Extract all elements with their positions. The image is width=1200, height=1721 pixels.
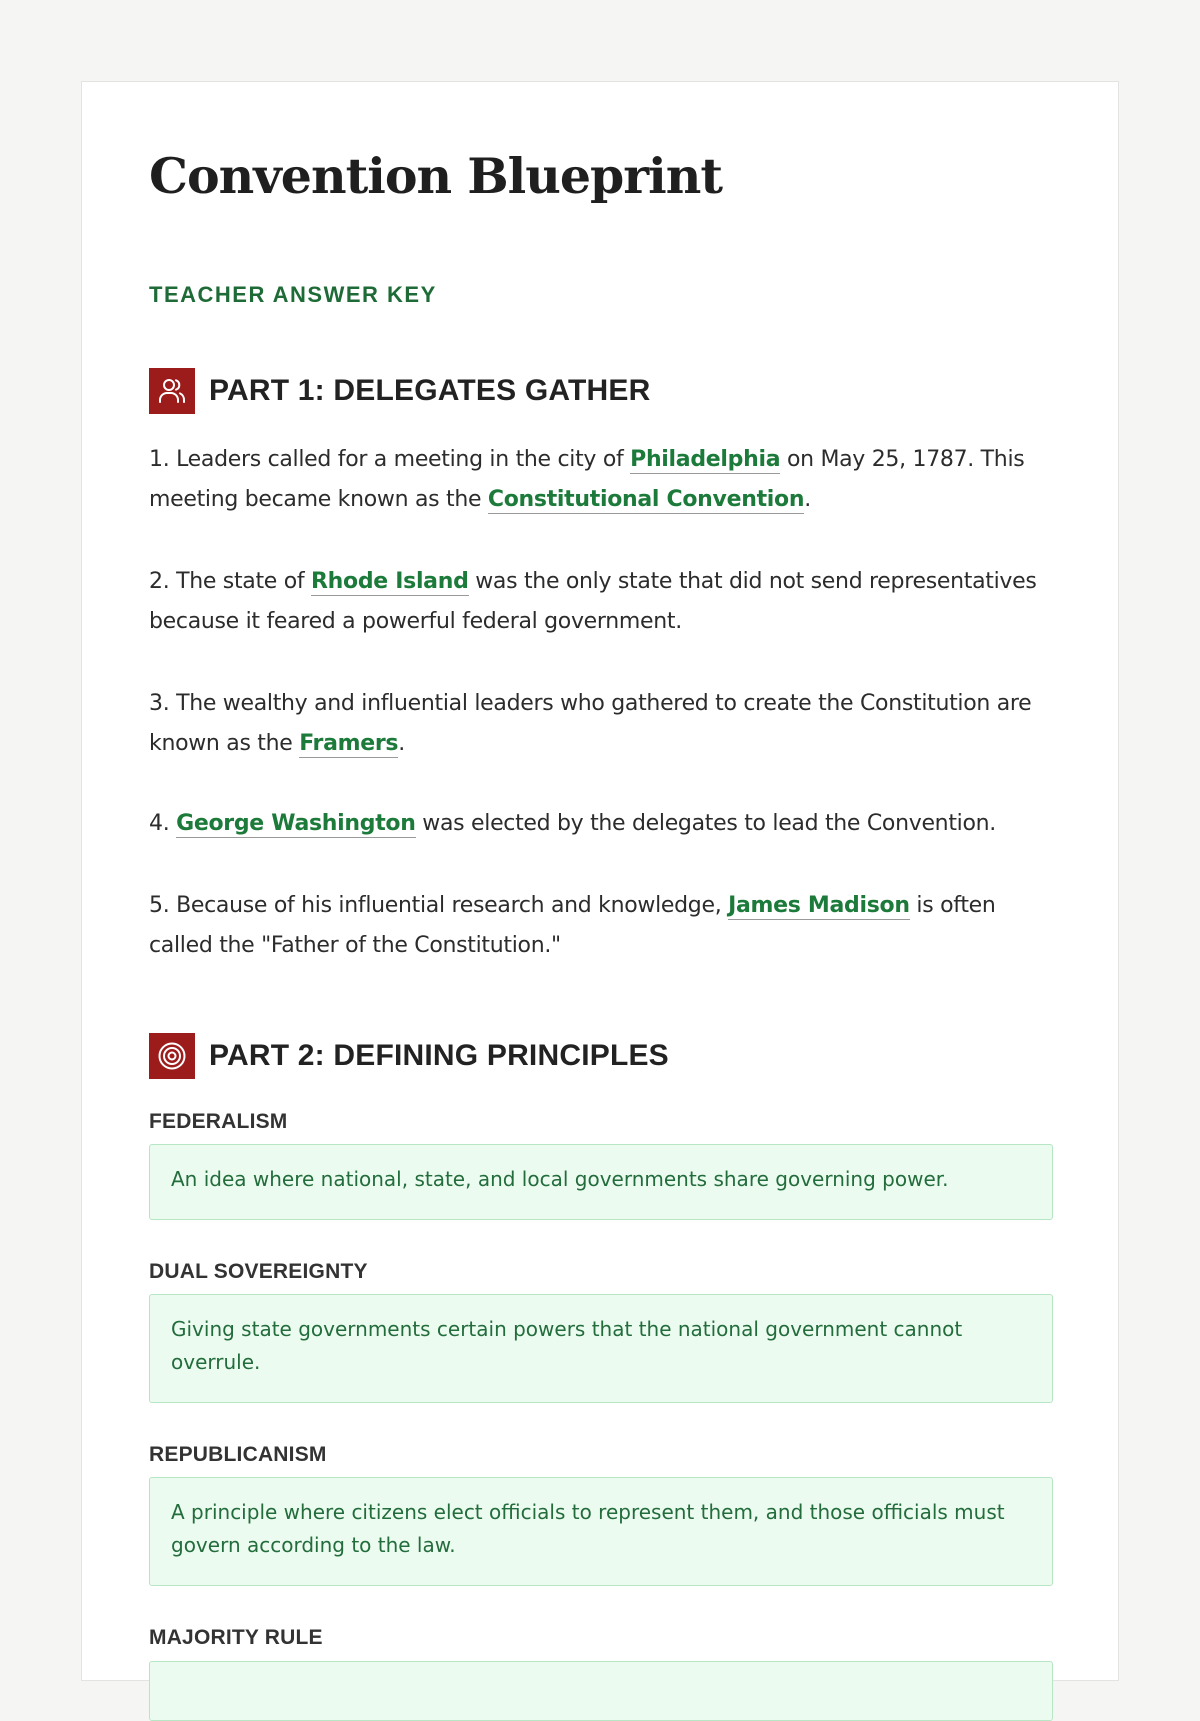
question-text: 3. The wealthy and influential leaders who gathered to create the Constitution are known as the: [149, 691, 1032, 756]
question-4: [149, 804, 1053, 844]
definition-republicanism: A principle where citizens elect officials to represent them, and those officials must govern according to the law.: [149, 1477, 1053, 1586]
part1-title: PART 1: DELEGATES GATHER: [209, 374, 651, 407]
page-subtitle: TEACHER ANSWER KEY: [149, 282, 437, 307]
question-text: was the only state that did not send representatives because it feared a powerful federal government.: [149, 569, 1037, 634]
answer-rhode-island: Rhode Island: [311, 569, 469, 594]
term-federalism: FEDERALISM: [149, 1110, 288, 1133]
target-icon: [149, 1033, 195, 1079]
people-icon: [149, 368, 195, 414]
page-title: Convention Blueprint: [149, 147, 722, 205]
part2-header: [149, 1033, 669, 1079]
question-3: [149, 684, 1053, 764]
answer-philadelphia: Philadelphia: [630, 447, 781, 472]
question-text: is often called the "Father of the Constitution.": [149, 893, 996, 958]
answer-constitutional-convention: Constitutional Convention: [487, 487, 805, 512]
question-text: .: [398, 731, 405, 756]
question-text: 2. The state of: [149, 569, 312, 594]
question-text: 5. Because of his influential research and knowledge,: [149, 893, 729, 918]
definition-federalism: An idea where national, state, and local governments share governing power.: [149, 1144, 1053, 1220]
worksheet-page: [81, 81, 1119, 1681]
question-2: [149, 562, 1053, 642]
question-text: .: [804, 487, 811, 512]
answer-james-madison: James Madison: [728, 893, 910, 918]
term-republicanism: REPUBLICANISM: [149, 1443, 327, 1466]
part2-title: PART 2: DEFINING PRINCIPLES: [209, 1039, 669, 1072]
definition-majority-rule: [149, 1661, 1053, 1721]
part1-header: [149, 368, 651, 414]
term-dual-sovereignty: DUAL SOVEREIGNTY: [149, 1260, 368, 1283]
definition-dual-sovereignty: Giving state governments certain powers that the national government cannot overrule.: [149, 1294, 1053, 1403]
answer-george-washington: George Washington: [176, 811, 416, 836]
question-5: [149, 886, 1053, 966]
question-1: [149, 440, 1053, 520]
question-text: on May 25, 1787. This meeting became known as the: [149, 447, 1025, 512]
term-majority-rule: MAJORITY RULE: [149, 1626, 323, 1649]
answer-framers: Framers: [299, 731, 399, 756]
question-text: 1. Leaders called for a meeting in the city of: [149, 447, 631, 472]
question-text: was elected by the delegates to lead the Convention.: [415, 811, 996, 836]
question-text: 4.: [149, 811, 177, 836]
